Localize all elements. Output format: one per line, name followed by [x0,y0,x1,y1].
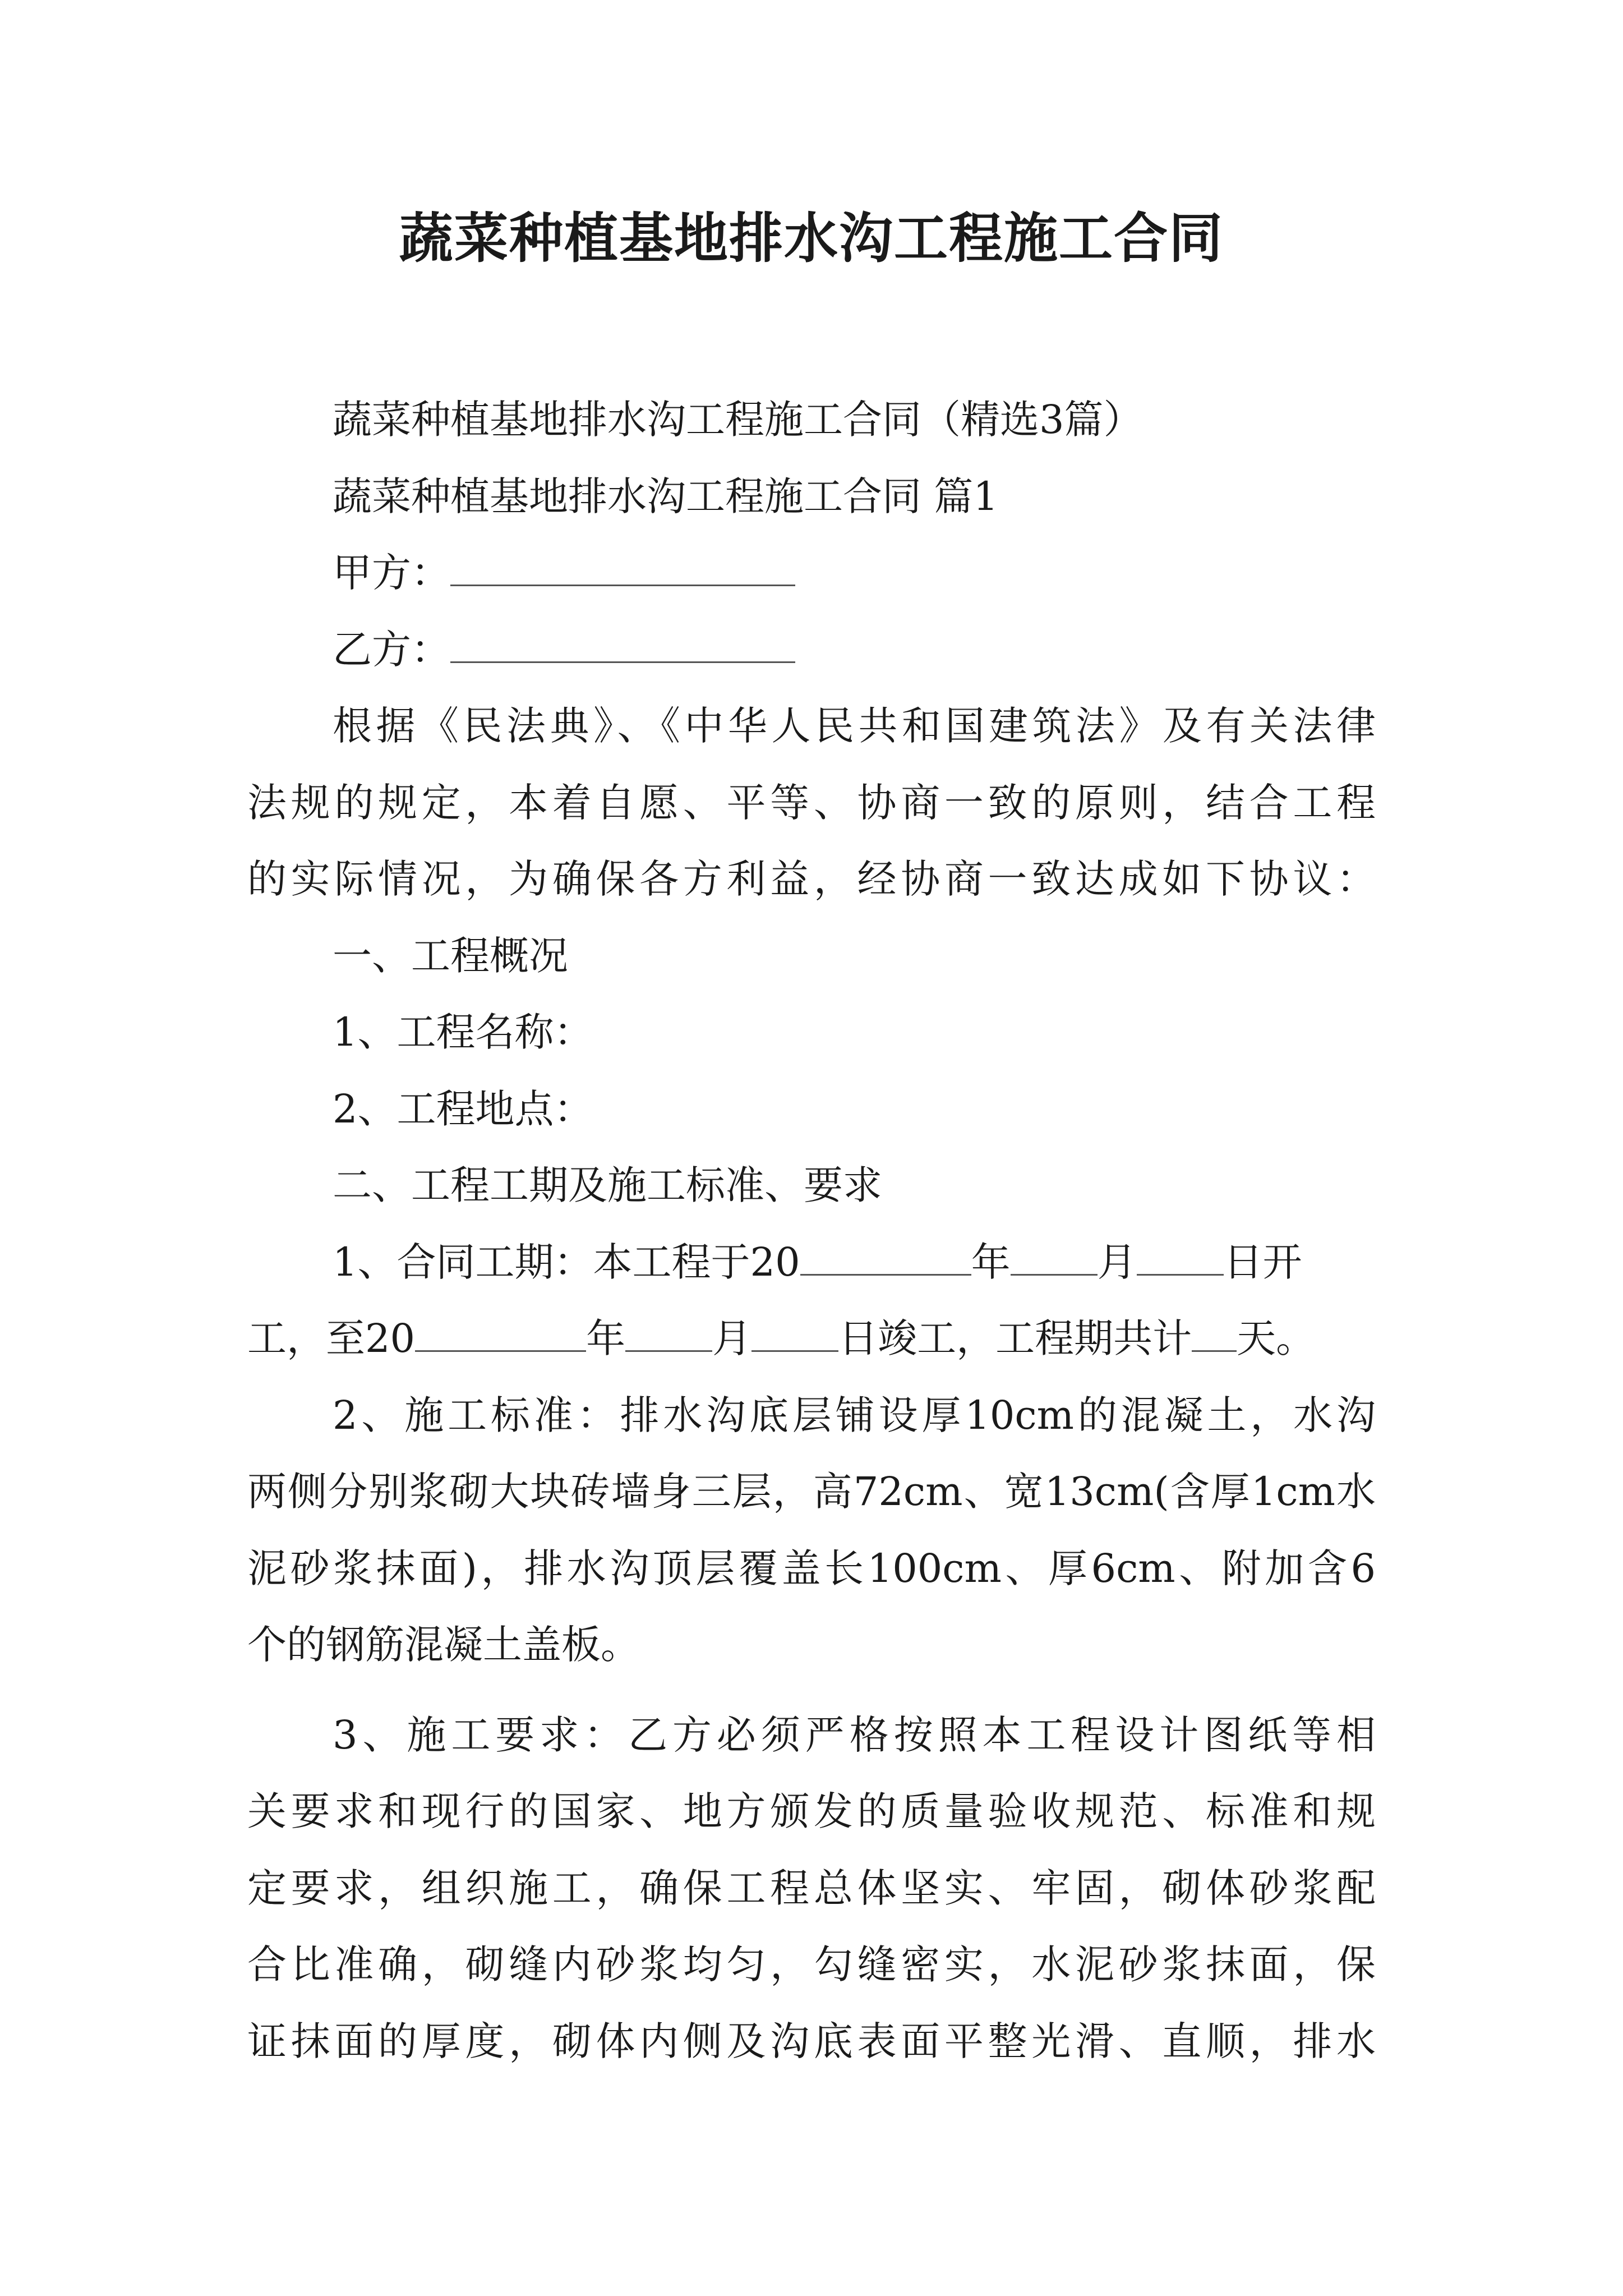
party-b-label: 乙方： [333,626,450,673]
end-month-blank [625,1313,712,1352]
requirement-line: 证抹面的厚度，砌体内侧及沟底表面平整光滑、直顺，排水 [247,2018,1376,2064]
period-line-2 [247,1300,1376,1377]
item-project-name: 1、工程名称： [333,1009,593,1055]
year-label: 年 [971,1239,1011,1285]
party-b-blank [450,624,795,663]
requirement-line: 合比准确，砌缝内砂浆均匀，勾缝密实，水泥砂浆抹面，保 [247,1941,1376,1987]
party-b-line [247,611,1376,688]
month-label: 月 [712,1315,752,1361]
end-day-blank [751,1313,838,1352]
year-label: 年 [586,1315,626,1361]
paragraph-gap [247,1683,1376,1697]
intro-line: 根据《民法典》、《中华人民共和国建筑法》及有关法律 [333,703,1376,749]
standard-line: 个的钢筋混凝土盖板。 [247,1622,640,1668]
month-label: 月 [1097,1239,1137,1285]
party-a-blank [450,547,795,587]
item-project-location: 2、工程地点： [333,1085,593,1132]
end-year-blank [415,1313,586,1352]
start-year-blank [800,1236,971,1276]
section2-heading: 二、工程工期及施工标准、要求 [333,1162,882,1208]
period-line2-prefix: 工，至20 [247,1315,416,1361]
party-a-label: 甲方： [333,550,450,596]
part-heading: 蔬菜种植基地排水沟工程施工合同 篇1 [333,473,998,519]
period-prefix: 1、合同工期：本工程于20 [333,1239,800,1285]
requirement-line: 关要求和现行的国家、地方颁发的质量验收规范、标准和规 [247,1788,1376,1834]
start-day-blank [1137,1236,1224,1276]
intro-line: 的实际情况，为确保各方利益，经协商一致达成如下协议： [247,856,1376,902]
standard-line: 泥砂浆抹面)，排水沟顶层覆盖长100cm、厚6cm、附加含6 [247,1545,1376,1591]
section1-heading: 一、工程概况 [333,932,568,979]
intro-line: 法规的规定，本着自愿、平等、协商一致的原则，结合工程 [247,779,1376,826]
start-month-blank [1011,1236,1098,1276]
day-label: 日竣工，工程期共计 [838,1315,1192,1361]
party-a-line [247,535,1376,611]
requirement-line: 3、施工要求：乙方必须严格按照本工程设计图纸等相 [333,1711,1376,1758]
day-label: 日开 [1223,1239,1302,1285]
requirement-line: 定要求，组织施工，确保工程总体坚实、牢固，砌体砂浆配 [247,1865,1376,1911]
subtitle: 蔬菜种植基地排水沟工程施工合同（精选3篇） [333,397,1143,443]
period-line-1 [247,1224,1376,1301]
days-blank [1192,1313,1237,1352]
document-title: 蔬菜种植基地排水沟工程施工合同 [399,206,1224,270]
days-label: 天。 [1237,1315,1316,1361]
document-body [247,381,1376,2079]
standard-line: 两侧分别浆砌大块砖墙身三层，高72cm、宽13cm(含厚1cm水 [247,1469,1376,1515]
standard-line: 2、施工标准：排水沟底层铺设厚10cm的混凝土，水沟 [333,1392,1376,1438]
